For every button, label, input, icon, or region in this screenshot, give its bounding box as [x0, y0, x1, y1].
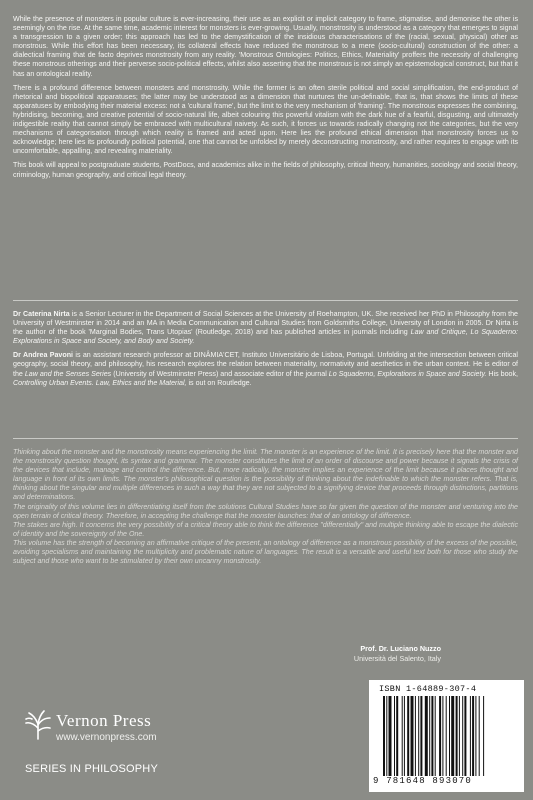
barcode-bar	[456, 696, 458, 776]
publisher-url: www.vernonpress.com	[56, 732, 157, 743]
barcode-bar	[451, 696, 454, 776]
bio-nirta-journals: Law and Critique, Lo Squaderno: Explorations in Space and Society, and Body and Society.	[13, 328, 518, 346]
barcode-bar	[439, 696, 441, 776]
barcode-bar	[386, 696, 387, 776]
synopsis-paragraph-2: There is a profound difference between monsters and monstrosity. While the former is an often sterile political and social simplification, the end-product of rhetorical and biopolitical apparatuses; the latter may be understood as a dimension that nurtures the un-definable, that is, that shows the limits of these apparatuses by embodying their material excess: not a 'cultural frame', but the limit to the very mechanism of 'framing'. The monstrous expresses the combining, hybridising, becoming, and creative potential of socio-natural life, albeit colouring this powerful vitalism with the dark hue of a fearful, disgusting, and ultimately indigestible reality that cannot simply be embraced with multicultural naivety. As such, it forces us towards radically changing not the categories, but the very mechanisms of categorisation through which reality is framed and acted upon. Here lies the profound ethical dimension that monstrosity forces us to acknowledge; here lies its profoundly political potential, one that cannot be unfolded by merely deconstructing monstrosity, and rather requires to engage with its uncomfortable, appalling, and revealing materiality.	[13, 83, 518, 156]
synopsis-paragraph-3: This book will appeal to postgraduate students, PostDocs, and academics alike in the fields of philosophy, critical theory, humanities, sociology and social theory, criminology, human geography, and critical legal theory.	[13, 161, 518, 179]
endorser-name: Prof. Dr. Luciano Nuzzo	[360, 644, 441, 653]
barcode-bar	[442, 696, 443, 776]
divider-top	[13, 300, 518, 301]
barcode-bar	[415, 696, 416, 776]
barcode-bar	[418, 696, 419, 776]
barcode-bar	[435, 696, 436, 776]
barcode-bar	[479, 696, 480, 776]
barcode-bar	[470, 696, 471, 776]
bio-pavoni-book: Controlling Urban Events. Law, Ethics and the Material,	[13, 378, 187, 387]
bio-nirta-text: is a Senior Lecturer in the Department of Social Sciences at the University of Roehampton, UK. She received her PhD in Philosophy from the University of Westminster in 2014 and an MA in Media Communication and Cultural Studies from Goldsmiths College, University of London in 2005. Dr Nirta is the author of the book 'Marginal Bodies, Trans Utopias' (Routledge, 2018) and has published articles in journals including	[13, 310, 518, 337]
barcode-bars	[383, 696, 515, 776]
synopsis-paragraph-1: While the presence of monsters in popular culture is ever-increasing, their use as an explicit or implicit category to frame, stigmatise, and demonise the other is seemingly on the rise. At the same time, academic interest for monsters is ever-growing. Usually, monstrosity is understood as a category that emerges to signal a transgression to a given order; this approach has led to the demystification of the insidious characterisations of the (racial, sexual, physical) other as monstrous. While this effort has been necessary, its collateral effects have reduced the monstrous to a mere (socio-cultural) construction of the other: a dialectical framing that de facto deprives monstrosity from any reality. 'Monstrous Ontologies: Politics, Ethics, Materiality' proffers the necessity of challenging these monstrous otherings and their perverse socio-political effects, whilst also asserting that the monstrous is not simply an epistemological construct, but that it has an ontological reality.	[13, 15, 518, 78]
barcode-bar	[475, 696, 476, 776]
tree-icon	[24, 710, 52, 740]
bio-nirta	[13, 310, 518, 346]
barcode-bar	[407, 696, 409, 776]
endorsement-attribution	[354, 644, 441, 664]
bio-pavoni	[13, 351, 518, 387]
isbn-label: ISBN 1-64889-307-4	[379, 684, 477, 694]
bio-pavoni-name: Dr Andrea Pavoni	[13, 351, 74, 360]
bio-pavoni-text-1: is an assistant research professor at DINÂMIA'CET, Instituto Universitário de Lisboa, Portugal. Unfolding at the intersection between critical geography, social theory, and philosophy, his research explores the relation between materiality, normativity and aesthetics in the urban context. He is editor of the	[13, 351, 518, 378]
barcode-bar	[446, 696, 447, 776]
publisher-name: Vernon Press	[56, 711, 152, 730]
barcode-bar	[411, 696, 414, 776]
barcode-bar	[462, 696, 463, 776]
barcode-number: 9 781648 893070	[373, 776, 473, 786]
bio-pavoni-journal: Lo Squaderno, Explorations in Space and Society.	[328, 369, 487, 378]
endorsement-paragraph-3: The stakes are high. It concerns the very possibility of a critical theory able to think the difference "differentially" and multiple thinking able to escape the dialectic of identity and the sovereignty of the One.	[13, 520, 518, 538]
divider-bottom	[13, 438, 518, 439]
synopsis	[13, 15, 518, 185]
barcode-bar	[425, 696, 428, 776]
publisher-logo	[24, 708, 264, 792]
endorsement	[13, 448, 518, 566]
endorsement-paragraph-2: The originality of this volume lies in differentiating itself from the solutions Cultural Studies have so far given the question of the monster and venturing into the open terrain of critical theory. Therefore, in accepting the challenge that the monster launches: that of an ontology of difference.	[13, 502, 518, 520]
endorser-affiliation: Università del Salento, Italy	[353, 654, 441, 663]
barcode-bar	[464, 696, 466, 776]
barcode-bar	[429, 696, 430, 776]
bio-nirta-name: Dr Caterina Nirta	[13, 310, 70, 318]
barcode-bar	[383, 696, 385, 776]
endorsement-paragraph-4: This volume has the strength of becoming an affirmative critique of the present, an ontology of difference as a monstrous possibility of the excess of the possible, avoiding specialisms and maintaining the multiplicity and problematic nature of languages. The result is a versatile and useful text both for those who study the subject and those who want to be stimulated by their own uncanny monstrosity.	[13, 538, 518, 566]
barcode-bar	[402, 696, 403, 776]
series-name: SERIES IN PHILOSOPHY	[25, 763, 158, 775]
bio-pavoni-text-3: His book,	[486, 369, 518, 378]
barcode-bar	[389, 696, 392, 776]
barcode	[369, 680, 524, 792]
bio-pavoni-text-4: is out on Routledge.	[186, 378, 252, 387]
barcode-bar	[394, 696, 395, 776]
author-bios	[13, 310, 518, 393]
endorsement-paragraph-1: Thinking about the monster and the monstrosity means experiencing the limit. The monster is an experience of the limit. It is precisely here that the monster and the monstrosity question thought, its syntax and grammar. The monster constitutes the limit of an order of discourse and power because it signals the crisis of the devices that include, manage and control the difference. But, more radically, the monster implies an experience of the limit because it places thought and language in front of its own limits. The monster's philosophical question is the possibility of thinking about the indefinable to which the monster refers. That is, thinking about the singular and multiple differences in such a way that they are not subjected to a signifying device that proceeds through distinctions, partitions and determinations.	[13, 448, 518, 502]
bio-pavoni-text-2: (University of Westminster Press) and associate editor of the journal	[111, 369, 329, 378]
barcode-bar	[459, 696, 460, 776]
barcode-bar	[483, 696, 484, 776]
barcode-bar	[420, 696, 422, 776]
bio-pavoni-series: Law and the Senses Series	[24, 369, 112, 378]
barcode-bar	[472, 696, 474, 776]
barcode-bar	[449, 696, 450, 776]
barcode-bar	[431, 696, 433, 776]
barcode-bar	[404, 696, 405, 776]
barcode-bar	[396, 696, 398, 776]
